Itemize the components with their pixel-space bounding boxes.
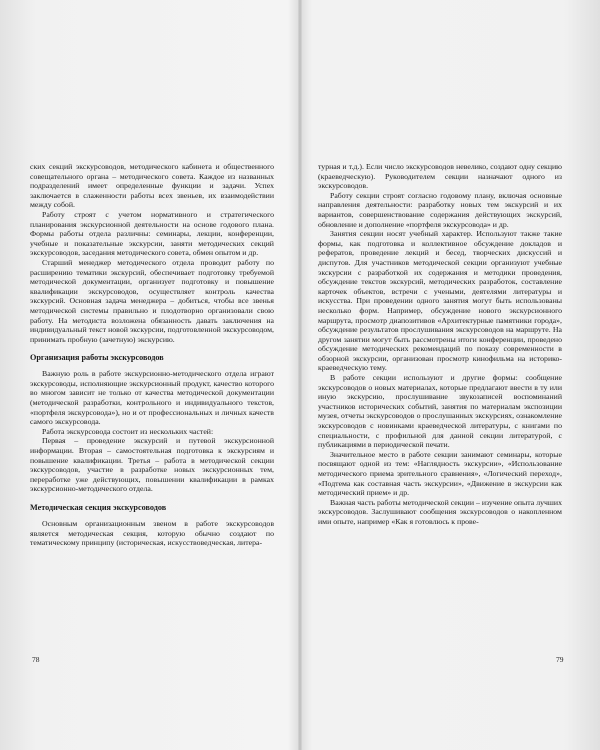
page-number: 78 [32,655,40,664]
paragraph: Занятия секции носят учебный характер. Используют также такие формы, как подготовка и коллективное обсуждение докладов и рефератов, проведение лекций и бесед, творческих дискуссий и диспутов. Для участников методической секции организуют учебные экскурсии с разработкой их содержания и методики проведения, обсуждение текстов экскурсий, методических разработок, составление карточек объектов, встречи с учеными, деятелями литературы и искусства. При проведении одного занятия могут быть использованы несколько форм. Например, обсуждение нового экскурсионного маршрута, просмотр диапозитивов «Архитектурные памятники города», обсуждение результатов прослушивания экскурсоводов на маршруте. На другом занятии могут быть рассмотрены итоги конференции, проведено обсуждение методических рекомендаций по показу современности в обзорной экскурсии, организован просмотр кинофильма на историко-краеведческую тему. [318,229,562,373]
paragraph: Работу секции строят согласно годовому плану, включая основные направления деятельности: разработку новых тем экскурсий и их вариантов, совершенствование содержания действующих экскурсий, обновление и дополнение «портфеля экскурсовода» и др. [318,190,562,229]
paragraph: Важную роль в работе экскурсионно-методического отдела играют экскурсоводы, исполняющие экскурсионный продукт, качество которого во многом зависит не только от качества методической документации (методической разработки, контрольного и индивидуального текстов, «портфеля экскурсовода»), но и от профессиональных и личных качеств самого экскурсовода. [30,369,274,427]
section-heading: Методическая секция экскурсоводов [30,503,167,512]
page-number: 79 [556,655,564,664]
paragraph: Важная часть работы методической секции – изучение опыта лучших экскурсоводов. Заслушивают сообщения экскурсоводов о накопленном ими опыте, например «Как я готовлюсь к прове- [318,497,562,526]
paragraph: В работе секции используют и другие формы: сообщение экскурсоводов о новых материалах, которые предлагают ввести в ту или иную экскурсию, прослушивание звукозаписей воспоминаний участников исторических событий, занятия по материалам экспозиции музея, отчеты экскурсоводов о прослушанных экскурсиях, ознакомление экскурсоводов с новинками краеведческой литературы, с книгами по специальности, с профильной для данной секции литературой, с публикациями в периодической печати. [318,373,562,450]
paragraph: Работу строят с учетом нормативного и стратегического планирования экскурсионной деятельности на основе годового плана. Формы работы отдела различны: семинары, лекции, конференции, учебные и показательные экскурсии, заняти методических секций экскурсоводов, заседания методического совета, обмен опытом и др. [30,209,274,258]
paragraph: Значительное место в работе секции занимают семинары, которые посвящают одной из тем: «Наглядность экскурсии», «Использование методического приема зрительного сравнения», «Логический переход», «Подтема как составная часть экскурсии», «Движение в экскурсии как методический прием» и др. [318,449,562,498]
paragraph: Основным организационным звеном в работе экскурсоводов является методическая секция, которую обычно создают по тематическому принципу (историческая, искусствоведческая, литера- [30,519,274,548]
paragraph: Старший менеджер методического отдела проводит работу по расширению тематики экскурсий, обеспечивает подготовку требуемой методической документации, организует подготовку и повышение квалификации экскурсоводов, осуществляет контроль качества экскурсий. Основная задача менеджера – добиться, чтобы все звенья методической системы правильно и плодотворно организовали свою работу. На методиста возложена обязанность давать заключения на индивидуальный текст новой экскурсии, подготовленной экскурсоводом, принимать пробную (зачетную) экскурсию. [30,257,274,344]
paragraph: Работа экскурсовода состоит из нескольких частей: [42,426,214,436]
right-page [318,162,562,527]
paragraph: Первая – проведение экскурсий и путевой экскурсионной информации. Вторая – самостоятельная подготовка к экскурсиям и повышение квалификации. Третья – работа в методической секции экскурсоводов, участие в разработке новых экскурсионных тем, переработке уже действующих, повышении квалификации в рамках экскурсионно-методического отдела. [30,436,274,494]
paragraph: турная и т.д.). Если число экскурсоводов невелико, создают одну секцию (краеведческую). Руководителем секции назначают одного из экскурсоводов. [318,162,562,191]
section-heading: Организация работы экскурсоводов [30,353,164,363]
paragraph: ских секций экскурсоводов, методического кабинета и общественного совещательного органа – методического совета. Каждое из названных подразделений имеет определенные функции и задачи. Успех заключается в слаженности работы всех звеньев, их взаимодействии между собой. [30,162,274,210]
left-page [30,162,274,548]
book-gutter [298,0,302,750]
